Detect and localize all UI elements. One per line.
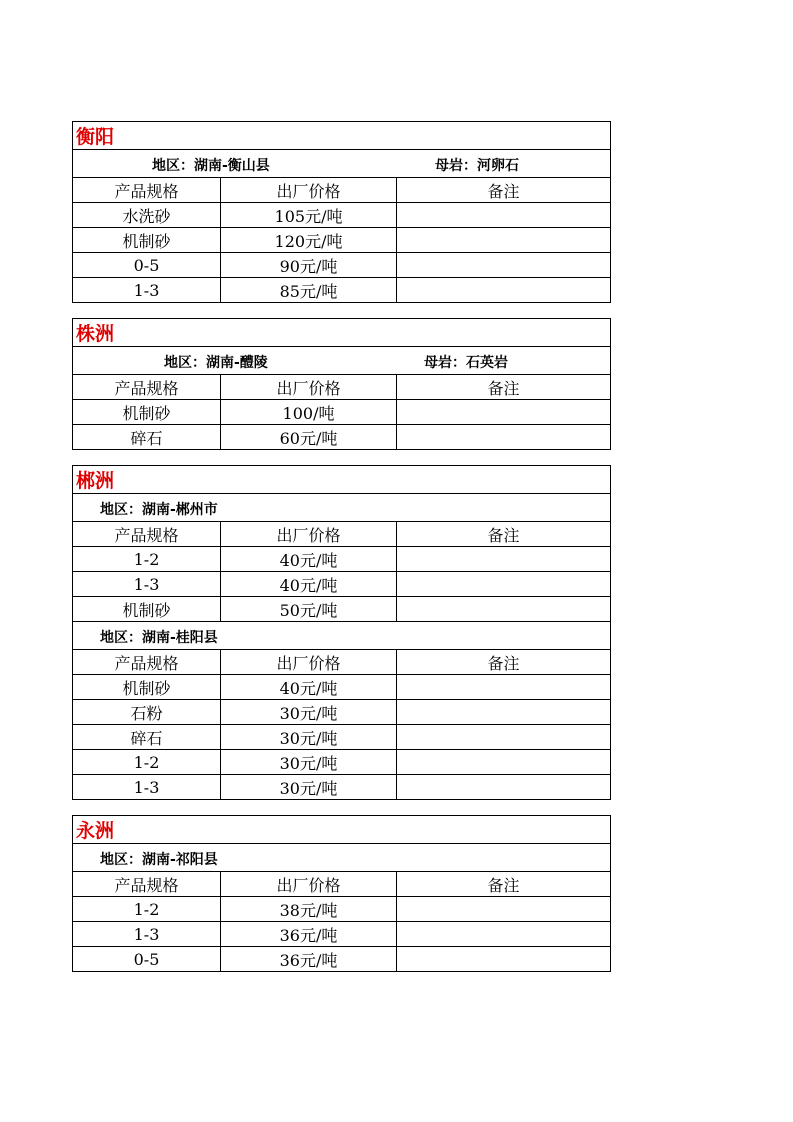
region-info [73,347,611,375]
spec-header: 产品规格 [73,522,221,547]
city-row [73,122,611,150]
price-table [72,318,611,450]
spec-cell: 0-5 [73,253,221,278]
table-row [73,675,611,700]
table-row [73,897,611,922]
remark-cell [397,400,611,425]
price-cell: 50元/吨 [221,597,397,622]
spec-cell: 水洗砂 [73,203,221,228]
table-row [73,947,611,972]
spec-cell: 机制砂 [73,597,221,622]
spec-cell: 石粉 [73,700,221,725]
region-info-row [73,150,611,178]
spec-cell: 0-5 [73,947,221,972]
price-header: 出厂价格 [221,522,397,547]
table-row [73,750,611,775]
region-info [73,150,611,178]
spec-header: 产品规格 [73,178,221,203]
remark-header: 备注 [397,375,611,400]
region-label: 地区：湖南-醴陵 [164,355,268,371]
table-row [73,400,611,425]
price-cell: 60元/吨 [221,425,397,450]
region-info [73,494,611,522]
spec-cell: 1-2 [73,897,221,922]
region-info-row [73,347,611,375]
price-cell: 38元/吨 [221,897,397,922]
region-label: 地区：湖南-郴州市 [100,502,218,518]
spec-header: 产品规格 [73,872,221,897]
spec-cell: 1-3 [73,775,221,800]
remark-cell [397,725,611,750]
remark-header: 备注 [397,522,611,547]
region-label: 地区：湖南-祁阳县 [100,852,218,868]
region-info [73,622,611,650]
spec-cell: 1-3 [73,278,221,303]
remark-cell [397,700,611,725]
price-cell: 36元/吨 [221,947,397,972]
region-label: 地区：湖南-桂阳县 [100,630,218,646]
table-row [73,203,611,228]
price-header: 出厂价格 [221,872,397,897]
spec-cell: 碎石 [73,725,221,750]
header-row [73,375,611,400]
spec-cell: 碎石 [73,425,221,450]
table-row [73,278,611,303]
price-cell: 90元/吨 [221,253,397,278]
spec-cell: 1-3 [73,922,221,947]
price-cell: 30元/吨 [221,750,397,775]
price-cell: 120元/吨 [221,228,397,253]
price-header: 出厂价格 [221,375,397,400]
price-cell: 30元/吨 [221,700,397,725]
remark-cell [397,572,611,597]
region-label: 地区：湖南-衡山县 [152,158,270,174]
city-row [73,319,611,347]
spec-cell: 机制砂 [73,675,221,700]
remark-cell [397,228,611,253]
remark-cell [397,203,611,228]
price-header: 出厂价格 [221,178,397,203]
region-info-row [73,844,611,872]
header-row [73,650,611,675]
table-row [73,725,611,750]
table-row [73,253,611,278]
parent-rock-label: 母岩：石英岩 [424,355,508,371]
remark-cell [397,675,611,700]
spec-cell: 1-2 [73,547,221,572]
remark-cell [397,947,611,972]
price-cell: 100/吨 [221,400,397,425]
spec-cell: 1-2 [73,750,221,775]
city-row [73,816,611,844]
price-header: 出厂价格 [221,650,397,675]
parent-rock-label: 母岩：河卵石 [435,158,519,174]
table-row [73,922,611,947]
remark-header: 备注 [397,178,611,203]
remark-header: 备注 [397,872,611,897]
table-row [73,547,611,572]
header-row [73,872,611,897]
price-cell: 40元/吨 [221,675,397,700]
remark-cell [397,897,611,922]
table-row [73,700,611,725]
remark-cell [397,750,611,775]
price-cell: 105元/吨 [221,203,397,228]
table-row [73,425,611,450]
spec-cell: 1-3 [73,572,221,597]
spec-cell: 机制砂 [73,400,221,425]
spec-header: 产品规格 [73,650,221,675]
price-cell: 40元/吨 [221,547,397,572]
city-title: 永洲 [73,816,611,844]
remark-cell [397,922,611,947]
price-cell: 85元/吨 [221,278,397,303]
table-row [73,775,611,800]
region-info [73,844,611,872]
remark-cell [397,253,611,278]
price-table [72,465,611,800]
price-cell: 40元/吨 [221,572,397,597]
remark-cell [397,597,611,622]
price-sheet [72,121,610,987]
remark-cell [397,775,611,800]
price-table [72,121,611,303]
header-row [73,178,611,203]
table-row [73,228,611,253]
city-title: 株洲 [73,319,611,347]
header-row [73,522,611,547]
region-info-row [73,494,611,522]
spec-cell: 机制砂 [73,228,221,253]
table-row [73,572,611,597]
remark-cell [397,278,611,303]
city-title: 郴洲 [73,466,611,494]
price-cell: 36元/吨 [221,922,397,947]
city-title: 衡阳 [73,122,611,150]
price-table [72,815,611,972]
remark-cell [397,425,611,450]
remark-header: 备注 [397,650,611,675]
remark-cell [397,547,611,572]
spec-header: 产品规格 [73,375,221,400]
region-info-row [73,622,611,650]
price-cell: 30元/吨 [221,725,397,750]
city-row [73,466,611,494]
price-cell: 30元/吨 [221,775,397,800]
table-row [73,597,611,622]
